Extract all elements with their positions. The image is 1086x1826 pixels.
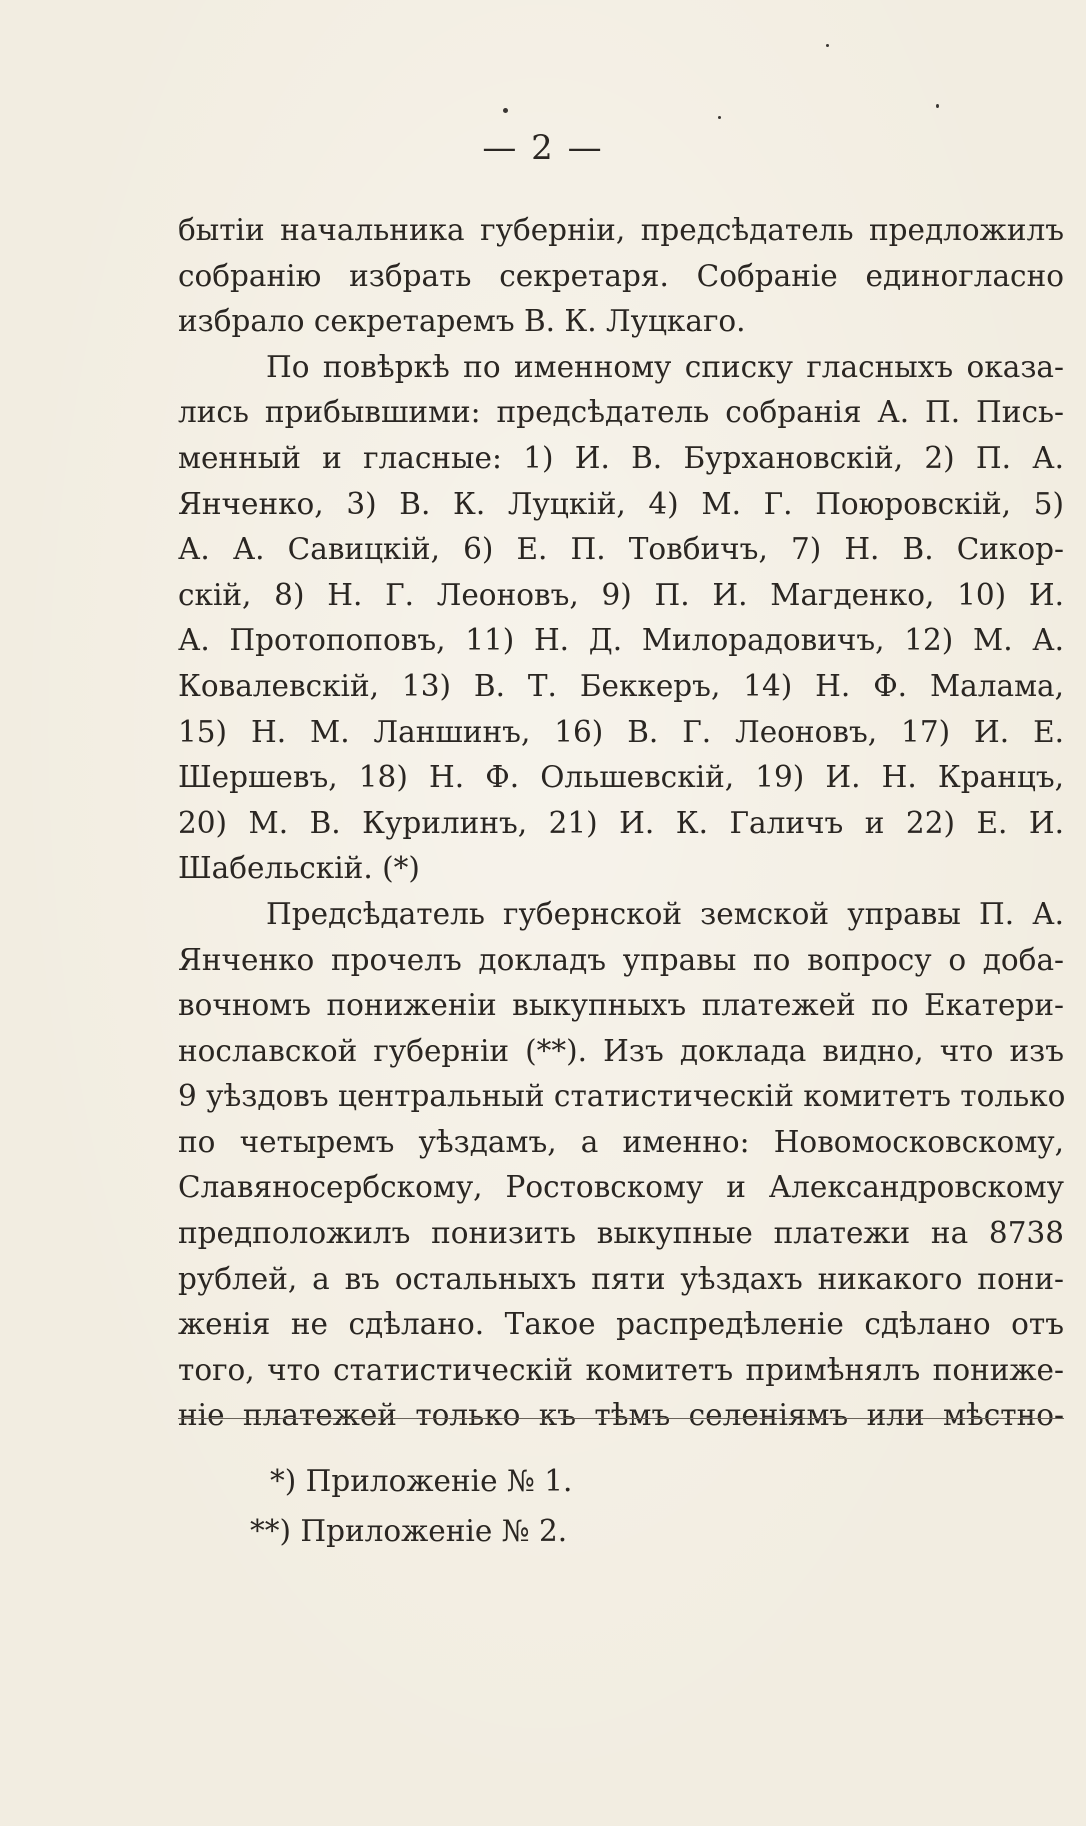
ink-speck	[718, 116, 721, 119]
text-line: По повѣркѣ по именному списку гласныхъ оказа-	[266, 349, 1064, 384]
text-line: лись прибывшими: предсѣдатель собранія А. П. Пись-	[178, 395, 1064, 430]
text-line: А. А. Савицкій, 6) Е. П. Товбичъ, 7) Н. В. Сикор-	[178, 532, 1064, 567]
text-line: бытіи начальника губерніи, предсѣдатель предложилъ	[178, 213, 1064, 247]
text-line: ніе платежей только къ тѣмъ селеніямъ или мѣстно-	[178, 1398, 1064, 1433]
text-line: А. Протопоповъ, 11) Н. Д. Милорадовичъ, 12) М. А.	[178, 623, 1064, 658]
text-line: вочномъ пониженіи выкупныхъ платежей по Екатери-	[178, 988, 1064, 1023]
footnote-rule	[178, 1418, 1064, 1419]
text-line: Ковалевскій, 13) В. Т. Беккеръ, 14) Н. Ф. Малама,	[178, 668, 1064, 703]
ink-speck	[936, 104, 939, 108]
text-line: собранію избрать секретаря. Собраніе единогласно	[178, 258, 1064, 293]
text-line: Предсѣдатель губернской земской управы П. А.	[266, 896, 1064, 931]
footnote: *) Приложеніе № 1.	[270, 1464, 573, 1498]
text-line: менный и гласные: 1) И. В. Бурхановскій, 2) П. А.	[178, 440, 1064, 475]
text-line: 15) Н. М. Ланшинъ, 16) В. Г. Леоновъ, 17) И. Е.	[178, 714, 1064, 749]
text-line: Янченко прочелъ докладъ управы по вопросу о доба-	[178, 942, 1064, 977]
text-line: женія не сдѣлано. Такое распредѣленіе сдѣлано отъ	[178, 1307, 1064, 1342]
text-line: Янченко, 3) В. К. Луцкій, 4) М. Г. Поюровскій, 5)	[178, 486, 1064, 521]
footnotes	[178, 1456, 1064, 1556]
body-text	[178, 208, 1064, 1439]
text-line: Славяносербскому, Ростовскому и Александровскому	[178, 1170, 1064, 1205]
page-number: — 2 —	[482, 128, 604, 168]
text-line: 9 уѣздовъ центральный статистическій комитетъ только	[178, 1079, 1066, 1114]
text-line: скій, 8) Н. Г. Леоновъ, 9) П. И. Магденко, 10) И.	[178, 577, 1064, 612]
text-line: 20) М. В. Курилинъ, 21) И. К. Галичъ и 22) Е. И.	[178, 805, 1064, 840]
text-line: Шабельскій. (*)	[178, 851, 420, 886]
text-line: Шершевъ, 18) Н. Ф. Ольшевскій, 19) И. Н. Кранцъ,	[178, 760, 1064, 795]
ink-speck	[826, 44, 829, 47]
ink-speck	[503, 108, 508, 113]
text-line: рублей, а въ остальныхъ пяти уѣздахъ никакого пони-	[178, 1261, 1064, 1296]
text-line: по четыремъ уѣздамъ, а именно: Новомосковскому,	[178, 1124, 1064, 1159]
text-line: того, что статистическій комитетъ примѣнялъ пониже-	[178, 1352, 1064, 1387]
text-line: избрало секретаремъ В. К. Луцкаго.	[178, 304, 746, 339]
footnote: **) Приложеніе № 2.	[250, 1514, 568, 1548]
text-line: нославской губерніи (**). Изъ доклада видно, что изъ	[178, 1033, 1064, 1068]
text-line: предположилъ понизить выкупные платежи на 8738	[178, 1216, 1064, 1251]
